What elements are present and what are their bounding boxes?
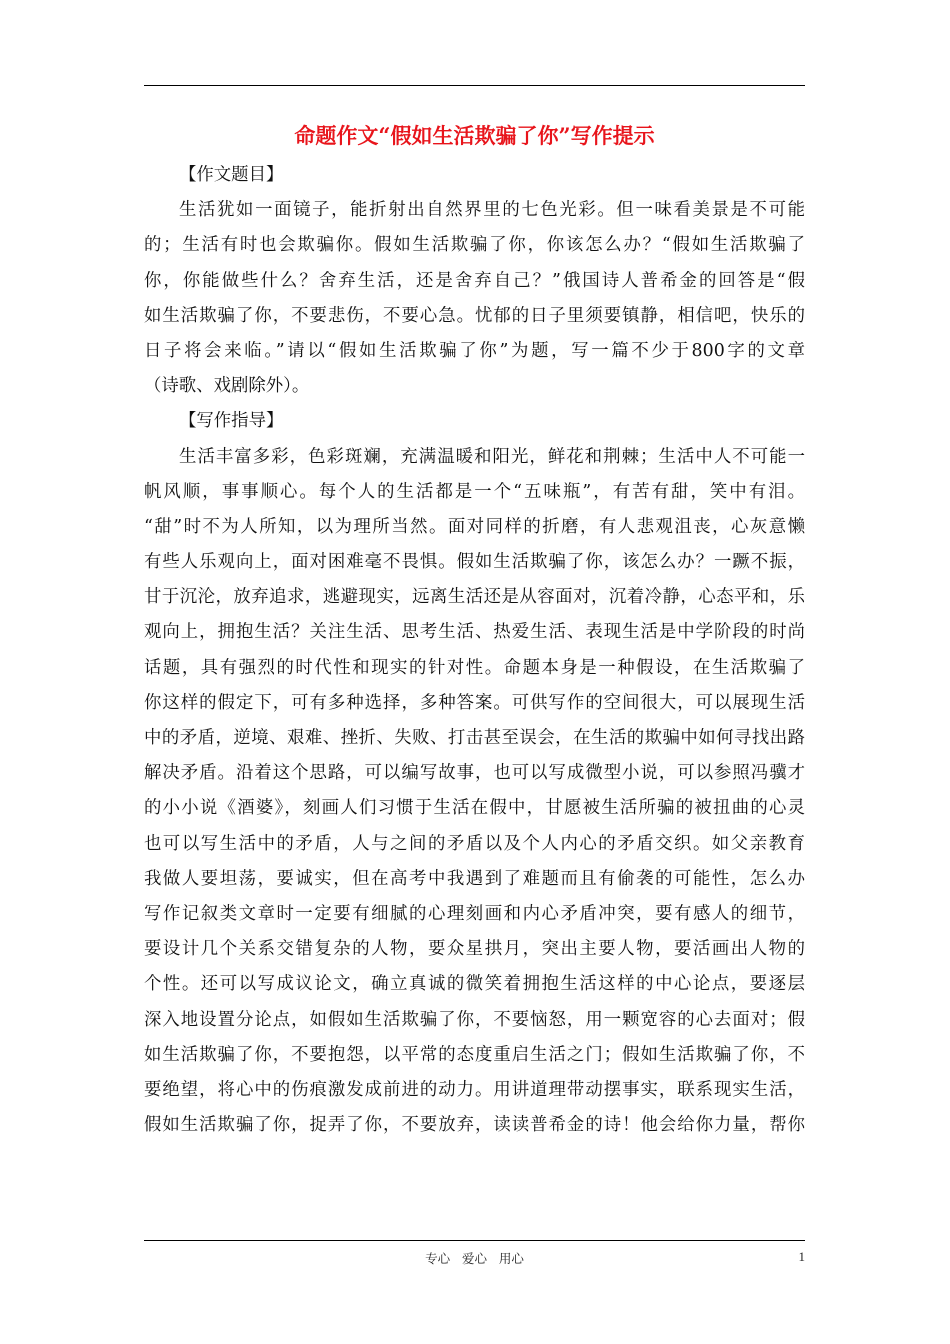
text-line: 日子将会来临。”请以“假如生活欺骗了你”为题，写一篇不少于800字的文章 bbox=[144, 340, 805, 361]
text-line: 【写作指导】 bbox=[179, 411, 284, 432]
text-line: 【作文题目】 bbox=[179, 165, 284, 185]
text-line: 观向上，拥抱生活？关注生活、思考生活、热爱生活、表现生活是中学阶段的时尚 bbox=[144, 622, 805, 643]
text-line: 生活丰富多彩，色彩斑斓，充满温暖和阳光，鲜花和荆棘；生活中人不可能一 bbox=[179, 446, 805, 467]
text-line: 解决矛盾。沿着这个思路，可以编写故事，也可以写成微型小说，可以参照冯骥才 bbox=[144, 763, 805, 784]
text-line: 写作记叙类文章时一定要有细腻的心理刻画和内心矛盾冲突，要有感人的细节， bbox=[144, 903, 805, 924]
text-line: “甜”时不为人所知，以为理所当然。面对同样的折磨，有人悲观沮丧，心灰意懒 bbox=[144, 516, 805, 537]
document-title: 命题作文“假如生活欺骗了你”写作提示 bbox=[294, 123, 655, 148]
text-line: 如生活欺骗了你，不要抱怨，以平常的态度重启生活之门；假如生活欺骗了你，不 bbox=[144, 1044, 805, 1065]
text-line: 话题，具有强烈的时代性和现实的针对性。命题本身是一种假设，在生活欺骗了 bbox=[144, 657, 805, 678]
header-rule bbox=[144, 85, 805, 86]
text-line: 你，你能做些什么？舍弃生活，还是舍弃自己？”俄国诗人普希金的回答是“假 bbox=[144, 270, 805, 291]
text-line: 如生活欺骗了你，不要悲伤，不要心急。忧郁的日子里须要镇静，相信吧，快乐的 bbox=[144, 305, 805, 326]
text-line: 甘于沉沦，放弃追求，逃避现实，远离生活还是从容面对，沉着冷静，心态平和，乐 bbox=[144, 587, 805, 608]
text-line: 深入地设置分论点，如假如生活欺骗了你，不要恼怒，用一颗宽容的心去面对；假 bbox=[144, 1009, 805, 1030]
text-line: 假如生活欺骗了你，捉弄了你，不要放弃，读读普希金的诗！他会给你力量，帮你 bbox=[144, 1115, 805, 1136]
page-number: 1 bbox=[798, 1249, 805, 1264]
text-line: 中的矛盾，逆境、艰难、挫折、失败、打击甚至误会，在生活的欺骗中如何寻找出路 bbox=[144, 728, 805, 748]
footer-rule bbox=[144, 1240, 805, 1241]
text-line: 要设计几个关系交错复杂的人物，要众星拱月，突出主要人物，要活画出人物的 bbox=[144, 939, 805, 960]
text-line: 你这样的假定下，可有多种选择，多种答案。可供写作的空间很大，可以展现生活 bbox=[144, 692, 805, 713]
text-line: 的；生活有时也会欺骗你。假如生活欺骗了你，你该怎么办？“假如生活欺骗了 bbox=[144, 235, 805, 256]
text-line: 的小小说《酒婆》，刻画人们习惯于生活在假中，甘愿被生活所骗的被扭曲的心灵 bbox=[144, 798, 805, 819]
text-line: （诗歌、戏剧除外）。 bbox=[144, 376, 310, 397]
text-line: 要绝望，将心中的伤痕激发成前进的动力。用讲道理带动摆事实，联系现实生活， bbox=[144, 1079, 805, 1100]
text-line: 我做人要坦荡，要诚实，但在高考中我遇到了难题而且有偷袭的可能性，怎么办 bbox=[144, 868, 805, 889]
footer-motto: 专心 爱心 用心 bbox=[425, 1251, 524, 1266]
text-line: 也可以写生活中的矛盾，人与之间的矛盾以及个人内心的矛盾交织。如父亲教育 bbox=[144, 833, 805, 854]
text-line: 帆风顺，事事顺心。每个人的生活都是一个“五味瓶”，有苦有甜，笑中有泪。 bbox=[144, 481, 805, 502]
text-line: 有些人乐观向上，面对困难毫不畏惧。假如生活欺骗了你，该怎么办？一蹶不振， bbox=[144, 552, 805, 573]
text-line: 个性。还可以写成议论文，确立真诚的微笑着拥抱生活这样的中心论点，要逐层 bbox=[144, 974, 805, 995]
document-body bbox=[144, 158, 805, 1143]
text-line: 生活犹如一面镜子，能折射出自然界里的七色光彩。但一味看美景是不可能 bbox=[179, 200, 805, 221]
